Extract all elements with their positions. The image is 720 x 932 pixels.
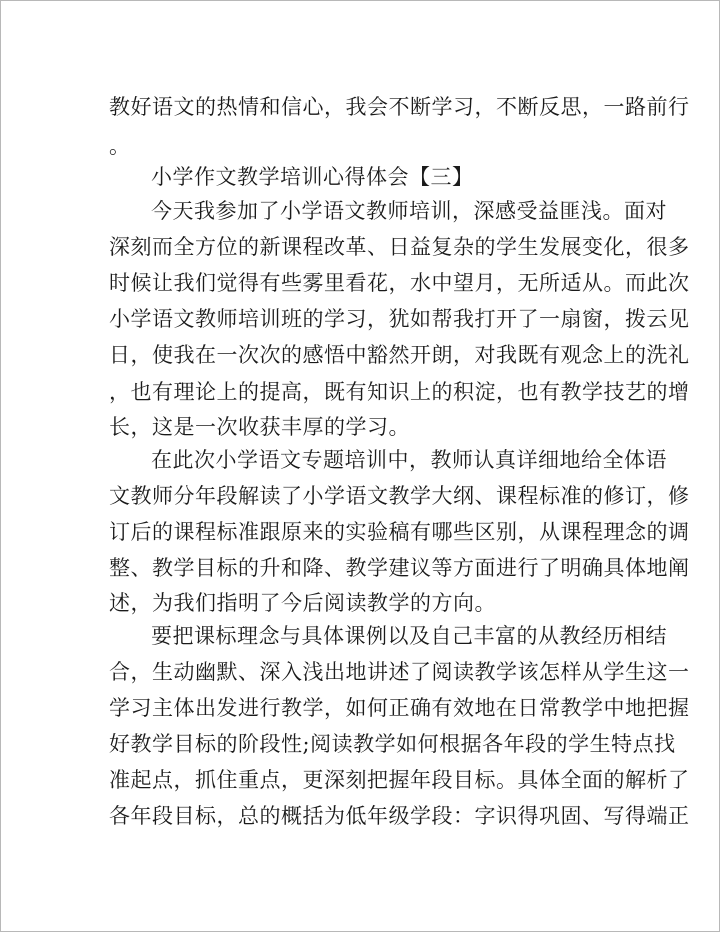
text-line: 时候让我们觉得有些雾里看花，水中望月，无所适从。而此次 bbox=[109, 271, 690, 295]
text-line: 文教师分年段解读了小学语文教学大纲、课程标准的修订，修 bbox=[109, 484, 690, 508]
text-line: 述，为我们指明了今后阅读教学的方向。 bbox=[109, 591, 496, 615]
text-line: 要把课标理念与具体课例以及自己丰富的从教经历相结 bbox=[151, 624, 667, 648]
text-line: 。 bbox=[109, 134, 131, 158]
text-line: 深刻而全方位的新课程改革、日益复杂的学生发展变化，很多 bbox=[109, 235, 690, 259]
text-line: 在此次小学语文专题培训中，教师认真详细地给全体语 bbox=[151, 448, 667, 472]
text-line: 准起点，抓住重点，更深刻把握年段目标。具体全面的解析了 bbox=[109, 768, 690, 792]
text-line: 长，这是一次收获丰厚的学习。 bbox=[109, 415, 410, 439]
text-line: 学习主体出发进行教学，如何正确有效地在日常教学中地把握 bbox=[109, 696, 690, 720]
text-line: 整、教学目标的升和降、教学建议等方面进行了明确具体地阐 bbox=[109, 556, 690, 580]
text-line: 订后的课程标准跟原来的实验稿有哪些区别，从课程理念的调 bbox=[109, 520, 690, 544]
text-line: 教好语文的热情和信心，我会不断学习，不断反思，一路前行 bbox=[109, 95, 690, 119]
text-line: 好教学目标的阶段性;阅读教学如何根据各年段的学生特点找 bbox=[109, 732, 676, 756]
text-line: 各年段目标，总的概括为低年级学段：字识得巩固、写得端正 bbox=[109, 804, 690, 828]
section-heading: 小学作文教学培训心得体会【三】 bbox=[151, 165, 474, 189]
text-line: 小学语文教师培训班的学习，犹如帮我打开了一扇窗，拨云见 bbox=[109, 307, 690, 331]
text-line: ，也有理论上的提高，既有知识上的积淀，也有教学技艺的增 bbox=[109, 380, 690, 404]
text-line: 今天我参加了小学语文教师培训，深感受益匪浅。面对 bbox=[151, 199, 667, 223]
text-line: 合，生动幽默、深入浅出地讲述了阅读教学该怎样从学生这一 bbox=[109, 660, 690, 684]
text-line: 日，使我在一次次的感悟中豁然开朗，对我既有观念上的洗礼 bbox=[109, 343, 690, 367]
